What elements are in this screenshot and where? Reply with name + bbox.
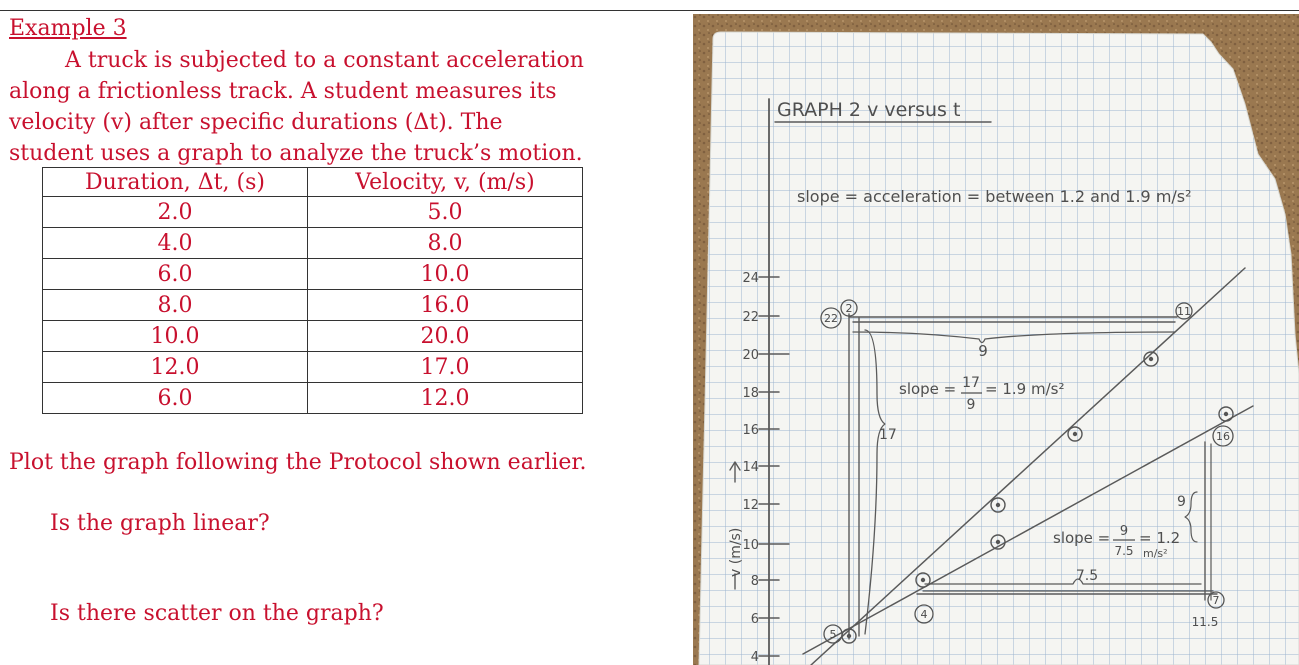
x-end-label: 11.5 bbox=[1191, 615, 1219, 629]
duration-cell: 8.0 bbox=[43, 290, 308, 321]
column-header-velocity: Velocity, v, (m/s) bbox=[308, 168, 583, 197]
slope-1-numerator: 17 bbox=[962, 375, 980, 391]
slope-2-denominator: 7.5 bbox=[1114, 544, 1134, 558]
data-table bbox=[42, 167, 583, 414]
rise-1-label: 17 bbox=[879, 427, 897, 443]
slope-1-prefix: slope = bbox=[899, 380, 957, 398]
y-axis-label: v (m/s) bbox=[728, 527, 744, 577]
label-16: 16 bbox=[1216, 430, 1230, 443]
velocity-cell: 10.0 bbox=[308, 259, 583, 290]
table-header-row bbox=[43, 168, 583, 197]
graph-title: GRAPH 2 v versus t bbox=[777, 99, 961, 121]
duration-cell: 4.0 bbox=[43, 228, 308, 259]
table-row bbox=[43, 259, 583, 290]
svg-text:18: 18 bbox=[742, 386, 759, 401]
question-scatter: Is there scatter on the graph? bbox=[50, 601, 384, 626]
statement-line: velocity (v) after specific durations (Δt). The bbox=[9, 110, 503, 135]
question-linear: Is the graph linear? bbox=[50, 511, 270, 536]
graph-paper bbox=[699, 32, 1299, 665]
duration-cell: 10.0 bbox=[43, 321, 308, 352]
slope-2-prefix: slope = bbox=[1053, 529, 1111, 547]
svg-text:22: 22 bbox=[742, 310, 759, 325]
velocity-cell: 5.0 bbox=[308, 197, 583, 228]
duration-cell: 2.0 bbox=[43, 197, 308, 228]
table-row bbox=[43, 228, 583, 259]
svg-text:24: 24 bbox=[742, 271, 759, 286]
label-2: 2 bbox=[845, 302, 853, 315]
table-row bbox=[43, 321, 583, 352]
run-2-label: 7.5 bbox=[1075, 568, 1099, 584]
duration-cell: 6.0 bbox=[43, 259, 308, 290]
slope-1-denominator: 9 bbox=[966, 397, 976, 413]
svg-text:8: 8 bbox=[750, 574, 759, 589]
svg-text:6: 6 bbox=[750, 612, 759, 627]
table-row bbox=[43, 290, 583, 321]
slope-1-result: = 1.9 m/s² bbox=[985, 380, 1065, 398]
run-1-label: 9 bbox=[978, 342, 988, 360]
velocity-cell: 12.0 bbox=[308, 383, 583, 414]
label-5: 5 bbox=[829, 628, 837, 641]
slope-note: slope = acceleration = between 1.2 and 1.9 m/s² bbox=[797, 187, 1192, 206]
label-7: 7 bbox=[1212, 594, 1220, 607]
problem-statement bbox=[9, 45, 649, 169]
statement-line: along a frictionless track. A student measures its bbox=[9, 79, 557, 104]
column-header-duration: Duration, Δt, (s) bbox=[43, 168, 308, 197]
statement-line: A truck is subjected to a constant acceleration bbox=[65, 48, 584, 73]
table-row bbox=[43, 383, 583, 414]
svg-text:12: 12 bbox=[742, 498, 759, 513]
svg-text:10: 10 bbox=[742, 538, 759, 553]
svg-text:16: 16 bbox=[742, 423, 759, 438]
graph-photo-canvas bbox=[693, 14, 1299, 665]
velocity-cell: 8.0 bbox=[308, 228, 583, 259]
svg-text:4: 4 bbox=[750, 650, 759, 665]
svg-text:14: 14 bbox=[742, 460, 759, 475]
label-4: 4 bbox=[920, 608, 928, 621]
slope-2-numerator: 9 bbox=[1119, 524, 1129, 539]
label-11: 11 bbox=[1177, 305, 1191, 318]
plot-instruction: Plot the graph following the Protocol shown earlier. bbox=[9, 450, 587, 475]
duration-cell: 12.0 bbox=[43, 352, 308, 383]
table-row bbox=[43, 197, 583, 228]
slope-2-unit: m/s² bbox=[1143, 547, 1168, 560]
statement-line: student uses a graph to analyze the truck’s motion. bbox=[9, 141, 583, 166]
table-row bbox=[43, 352, 583, 383]
velocity-cell: 20.0 bbox=[308, 321, 583, 352]
velocity-cell: 16.0 bbox=[308, 290, 583, 321]
graph-photo bbox=[693, 14, 1299, 665]
rise-2-label: 9 bbox=[1177, 494, 1186, 510]
label-22: 22 bbox=[824, 312, 838, 325]
example-heading: Example 3 bbox=[9, 16, 127, 41]
duration-cell: 6.0 bbox=[43, 383, 308, 414]
velocity-cell: 17.0 bbox=[308, 352, 583, 383]
slope-2-result: = 1.2 bbox=[1139, 529, 1181, 547]
svg-text:20: 20 bbox=[742, 348, 759, 363]
